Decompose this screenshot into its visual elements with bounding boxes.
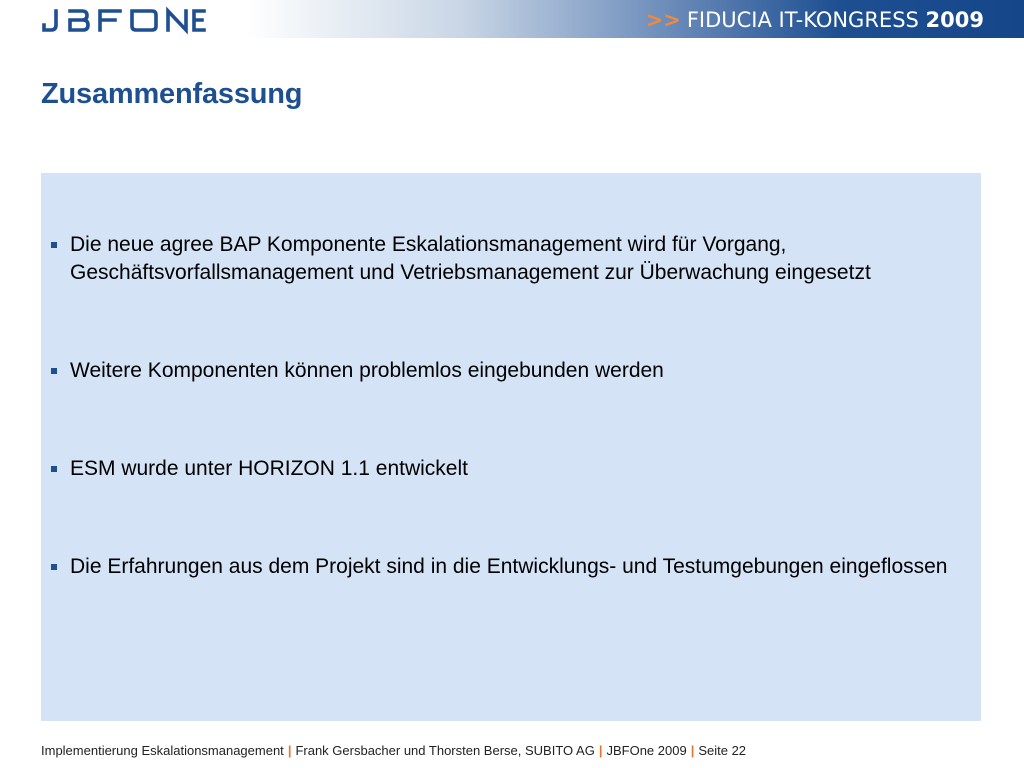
slide-title: Zusammenfassung: [41, 78, 303, 110]
congress-label: [646, 7, 984, 33]
footer-separator: |: [690, 743, 695, 758]
bullet-item: [51, 231, 951, 287]
bullet-item: [51, 553, 951, 581]
square-bullet-icon: [51, 564, 57, 570]
footer-topic: Implementierung Eskalationsmanagement: [41, 743, 284, 758]
content-box: [41, 173, 981, 721]
bullet-item: [51, 455, 951, 483]
congress-name: FIDUCIA IT-KONGRESS: [686, 8, 919, 32]
footer-page-number: Seite 22: [698, 743, 747, 758]
footer-separator: |: [287, 743, 292, 758]
bullet-text: Weitere Komponenten können problemlos eingebunden werden: [70, 359, 664, 382]
square-bullet-icon: [51, 242, 57, 248]
bullet-text: Die neue agree BAP Komponente Eskalationsmanagement wird für Vorgang, Geschäftsvorfallsmanagement und Vetriebsmanagement zur Überwachung eingesetzt: [70, 233, 871, 284]
bullet-text: ESM wurde unter HORIZON 1.1 entwickelt: [70, 457, 468, 480]
bullet-text: Die Erfahrungen aus dem Projekt sind in die Entwicklungs- und Testumgebungen eingeflossen: [70, 555, 948, 578]
footer-event: JBFOne 2009: [606, 743, 687, 758]
footer-separator: |: [598, 743, 603, 758]
square-bullet-icon: [51, 368, 57, 374]
congress-arrows: >>: [645, 8, 681, 32]
bullet-item: [51, 357, 951, 385]
jbfone-logo: [40, 5, 210, 35]
congress-year: 2009: [925, 8, 984, 32]
footer: [41, 743, 746, 759]
footer-authors: Frank Gersbacher und Thorsten Berse, SUBITO AG: [295, 743, 595, 758]
square-bullet-icon: [51, 466, 57, 472]
